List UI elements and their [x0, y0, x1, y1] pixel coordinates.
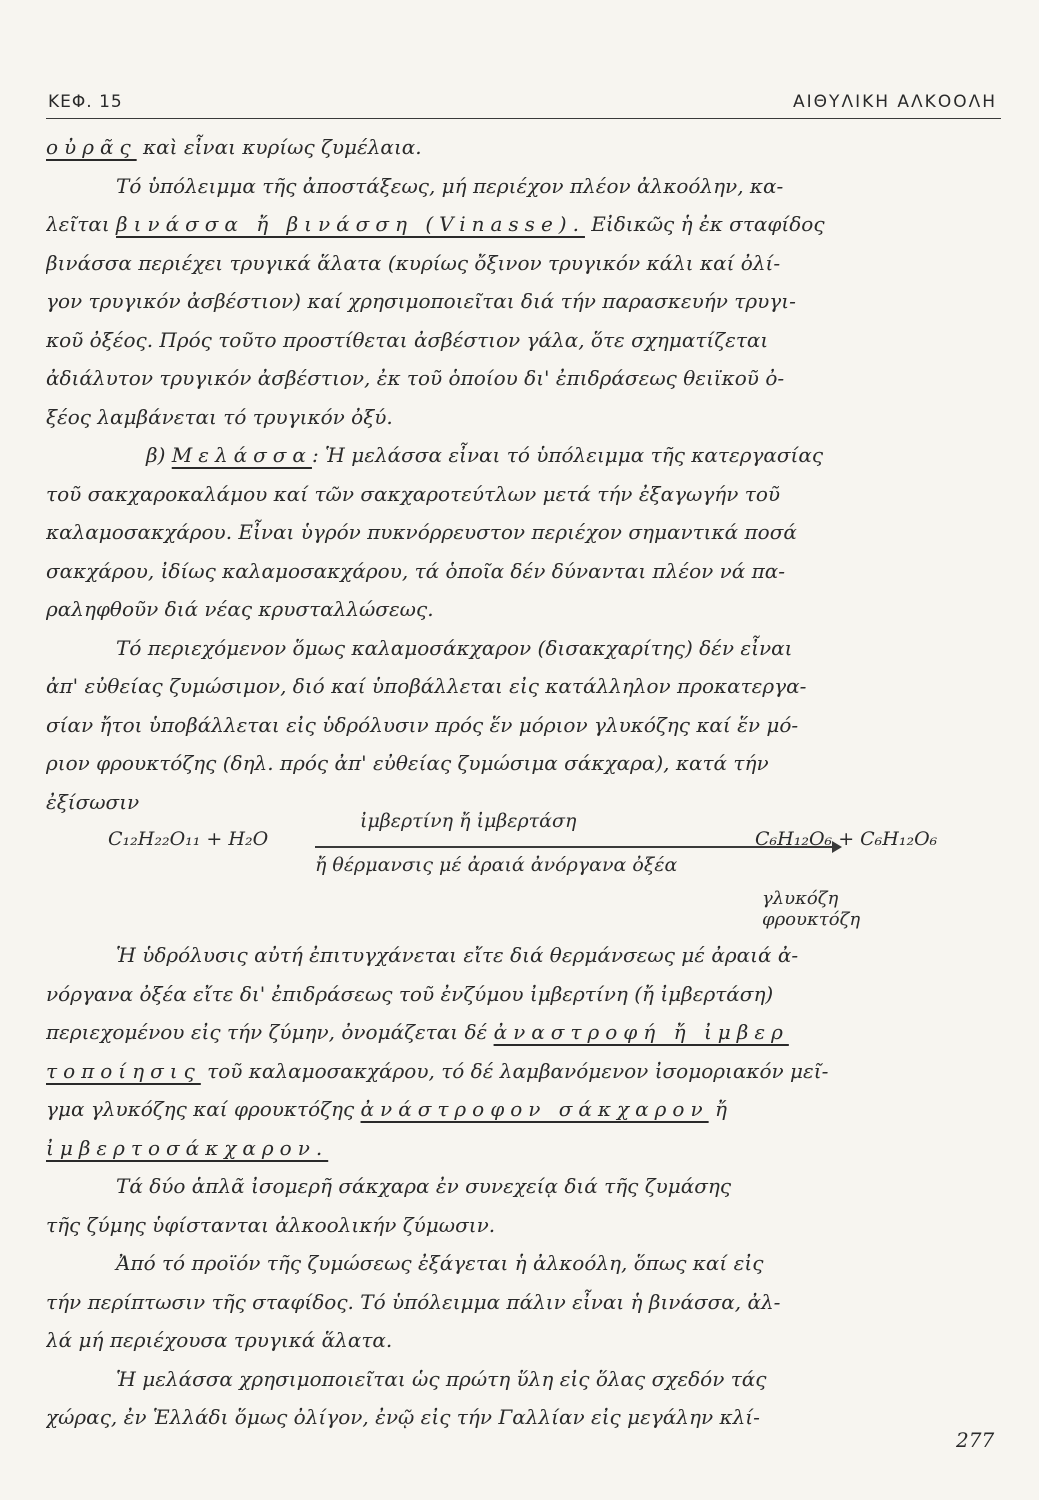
text-line: λεῖται βινάσσα ἤ βινάσση (Vinasse). Εἰδικῶς ἡ ἐκ σταφίδος — [46, 212, 825, 236]
text-line: β) Μελάσσα: Ἡ μελάσσα εἶναι τό ὑπόλειμμα τῆς κατεργασίας — [146, 443, 824, 467]
text-line: γον τρυγικόν ἀσβέστιον) καί χρησιμοποιεῖται διά τήν παρασκευήν τρυγι- — [46, 289, 796, 313]
text-line: τήν περίπτωσιν τῆς σταφίδος. Τό ὑπόλειμμα πάλιν εἶναι ἡ βινάσσα, ἀλ- — [46, 1289, 781, 1314]
text-line: ριον φρουκτόζης (δηλ. πρός ἀπ' εὐθείας ζυμώσιμα σάκχαρα), κατά τήν — [46, 751, 769, 775]
page-number: 277 — [956, 1428, 995, 1452]
text-line: νόργανα ὀξέα εἴτε δι' ἐπιδράσεως τοῦ ἐνζύμου ἰμβερτίνη (ἤ ἰμβερτάση) — [46, 981, 774, 1006]
text-line: Ἀπό τό προϊόν τῆς ζυμώσεως ἐξάγεται ἡ ἀλκοόλη, ὅπως καί εἰς — [116, 1251, 764, 1275]
term-topoiisis: τοποίησις — [46, 1058, 201, 1083]
equation-products: C₆H₁₂O₆ + C₆H₁₂O₆ — [755, 828, 938, 850]
equation-reactants: C₁₂H₂₂O₁₁ + H₂O — [108, 828, 269, 850]
chapter-label: ΚΕΦ. 15 — [48, 92, 123, 112]
text-line: Τό περιεχόμενον ὅμως καλαμοσάκχαρον (δισακχαρίτης) δέν εἶναι — [116, 635, 793, 660]
term-anastrofon-sakcharon: ἀνάστροφον σάκχαρον — [360, 1097, 709, 1121]
text-line: περιεχομένου εἰς τήν ζύμην, ὀνομάζεται δέ ἀναστροφή ἤ ἰμβερ — [46, 1020, 789, 1044]
equation-condition: ἤ θέρμανσις μέ ἀραιά ἀνόργανα ὀξέα — [315, 854, 678, 876]
text-line: κοῦ ὀξέος. Πρός τοῦτο προστίθεται ἀσβέστιον γάλα, ὅτε σχηματίζεται — [46, 327, 769, 352]
fructose-label: φρουκτόζη — [762, 909, 861, 930]
glucose-label: γλυκόζη — [762, 888, 839, 909]
text-line: σακχάρου, ἰδίως καλαμοσακχάρου, τά ὁποῖα δέν δύνανται πλέον νά πα- — [46, 558, 786, 583]
term-anastrofi: ἀναστροφή ἤ ἰμβερ — [493, 1020, 789, 1044]
product-labels — [762, 888, 1000, 930]
running-header — [46, 88, 1001, 119]
text-line: καλαμοσακχάρου. Εἶναι ὑγρόν πυκνόρρευστον περιέχον σημαντικά ποσά — [46, 520, 797, 544]
text-line: χώρας, ἐν Ἑλλάδι ὅμως ὀλίγον, ἐνῷ εἰς τήν Γαλλίαν εἰς μεγάλην κλί- — [46, 1405, 760, 1429]
text-line: Τό ὑπόλειμμα τῆς ἀποστάξεως, μή περιέχον πλέον ἀλκοόλην, κα- — [116, 173, 784, 198]
text-line: λά μή περιέχουσα τρυγικά ἅλατα. — [46, 1328, 393, 1352]
text-line: ἐξίσωσιν — [46, 789, 140, 814]
hydrolysis-equation — [100, 808, 1000, 930]
text-line: Ἡ ὑδρόλυσις αὐτή ἐπιτυγχάνεται εἴτε διά θερμάνσεως μέ ἀραιά ἀ- — [116, 943, 799, 967]
text-line: ξέος λαμβάνεται τό τρυγικόν ὀξύ. — [46, 404, 393, 429]
text-line: ἀδιάλυτον τρυγικόν ἀσβέστιον, ἐκ τοῦ ὁποίου δι' ἐπιδράσεως θειϊκοῦ ὀ- — [46, 366, 785, 390]
chapter-title: ΑΙΘΥΛΙΚΗ ΑΛΚΟΟΛΗ — [793, 92, 997, 112]
text-line: ἀπ' εὐθείας ζυμώσιμον, διό καί ὑποβάλλεται εἰς κατάλληλον προκατεργα- — [46, 674, 807, 698]
text-line: ραληφθοῦν διά νέας κρυσταλλώσεως. — [46, 597, 434, 621]
term-ouras: οὐρᾶς — [46, 135, 137, 159]
text-line: τοποίησις τοῦ καλαμοσακχάρου, τό δέ λαμβανόμενον ἰσομοριακόν μεῖ- — [46, 1058, 829, 1083]
text-line: Ἡ μελάσσα χρησιμοποιεῖται ὡς πρώτη ὕλη εἰς ὅλας σχεδόν τάς — [116, 1366, 767, 1391]
text-line — [46, 1129, 1006, 1168]
term-melassa: Μελάσσα — [171, 443, 312, 467]
text-line: βινάσσα περιέχει τρυγικά ἅλατα (κυρίως ὄξινον τρυγικόν κάλι καί ὀλί- — [46, 250, 781, 275]
equation-catalyst: ἰμβερτίνη ἤ ἰμβερτάση — [360, 810, 577, 832]
term-vinassa: βινάσσα ἤ βινάσση (Vinasse). — [116, 212, 585, 236]
text-line: τῆς ζύμης ὑφίστανται ἀλκοολικήν ζύμωσιν. — [46, 1212, 496, 1237]
text-line: οὐρᾶς καὶ εἶναι κυρίως ζυμέλαια. — [46, 135, 422, 159]
term-imvertosakcharon: ἰμβερτοσάκχαρον. — [46, 1135, 329, 1160]
text-line: τοῦ σακχαροκαλάμου καί τῶν σακχαροτεύτλων μετά τήν ἐξαγωγήν τοῦ — [46, 481, 781, 506]
text-line: σίαν ἤτοι ὑποβάλλεται εἰς ὑδρόλυσιν πρός ἕν μόριον γλυκόζης καί ἕν μό- — [46, 712, 799, 737]
text-line: γμα γλυκόζης καί φρουκτόζης ἀνάστροφον σάκχαρον ἤ — [46, 1097, 727, 1121]
body-text — [46, 128, 1006, 1437]
text-line: Τά δύο ἁπλᾶ ἰσομερῆ σάκχαρα ἐν συνεχείᾳ διά τῆς ζυμάσης — [116, 1174, 732, 1198]
